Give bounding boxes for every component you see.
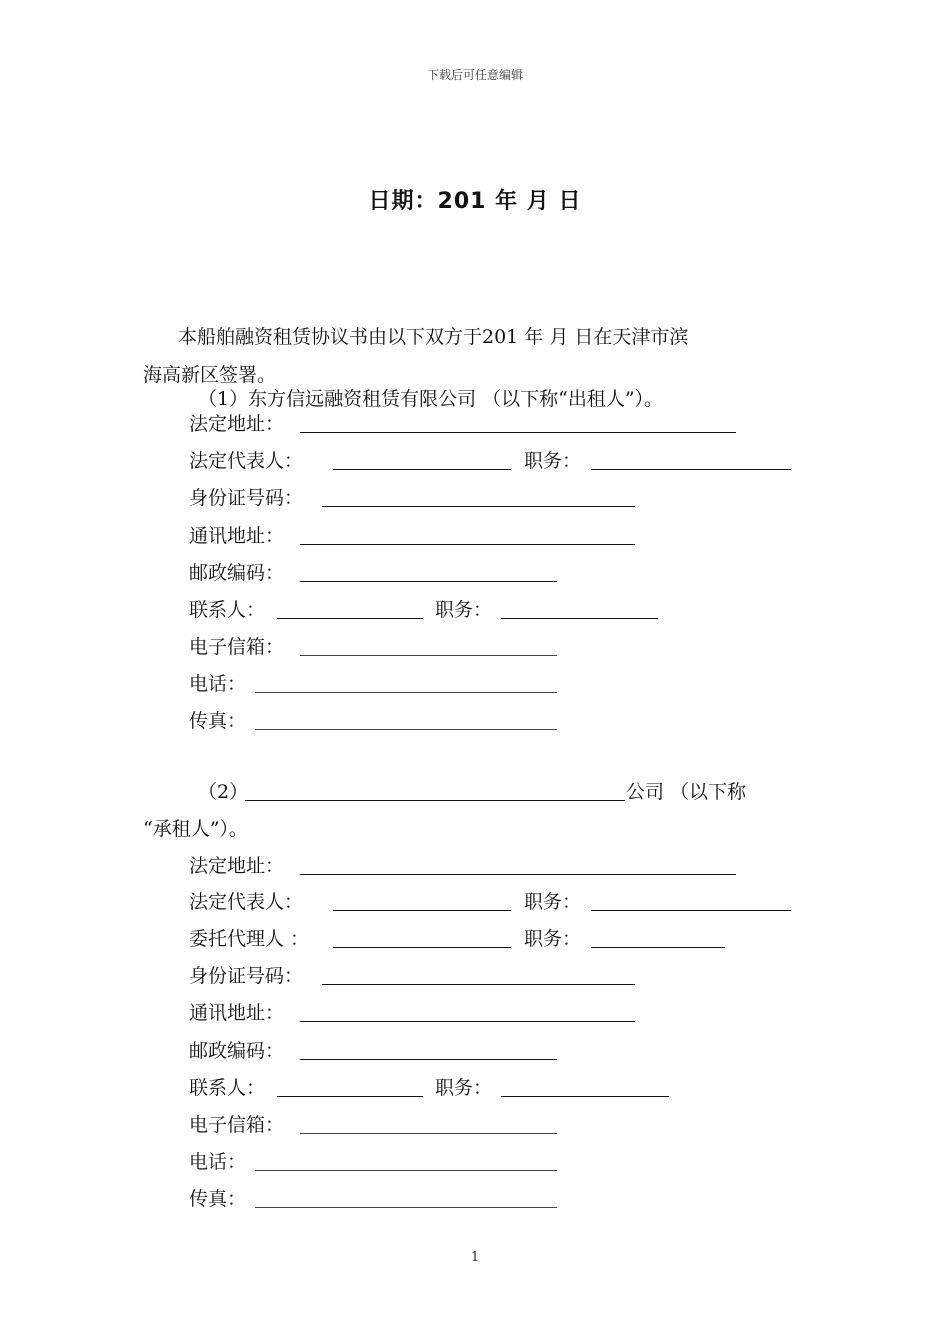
p1-mail-address-line[interactable]: [300, 544, 635, 545]
p2-postcode-label: 邮政编码：: [189, 1040, 285, 1062]
p1-contact-line[interactable]: [277, 618, 423, 619]
p1-id-number-line[interactable]: [322, 506, 635, 507]
p2-id-number-line[interactable]: [322, 984, 635, 985]
p1-email-line[interactable]: [300, 655, 557, 656]
p2-fax-label: 传真：: [189, 1188, 247, 1210]
p2-legal-address-line[interactable]: [300, 874, 736, 875]
p1-email-label: 电子信箱：: [189, 636, 285, 658]
p1-id-number-label: 身份证号码：: [189, 487, 304, 509]
p2-id-number-label: 身份证号码：: [189, 965, 304, 987]
p1-legal-rep-label: 法定代表人：: [189, 450, 304, 472]
p2-legal-rep-label: 法定代表人：: [189, 891, 304, 913]
p2-agent-position-line[interactable]: [591, 947, 725, 948]
p2-email-line[interactable]: [300, 1133, 557, 1134]
p1-phone-line[interactable]: [255, 692, 557, 693]
p1-position-label: 职务：: [524, 450, 582, 472]
p2-agent-position-label: 职务：: [524, 928, 582, 950]
date-title: 日期：201 年 月 日: [368, 189, 582, 214]
p1-contact-position-line[interactable]: [501, 618, 658, 619]
p2-contact-position-line[interactable]: [501, 1096, 669, 1097]
p2-phone-label: 电话：: [189, 1151, 247, 1173]
intro-line-1: 本船舶融资租赁协议书由以下双方于201 年 月 日在天津市滨: [178, 326, 689, 348]
p1-fax-label: 传真：: [189, 710, 247, 732]
p1-legal-address-label: 法定地址：: [189, 413, 285, 435]
p2-email-label: 电子信箱：: [189, 1114, 285, 1136]
p2-agent-line[interactable]: [333, 947, 511, 948]
p1-postcode-line[interactable]: [300, 581, 557, 582]
p2-legal-address-label: 法定地址：: [189, 855, 285, 877]
p1-contact-label: 联系人：: [189, 599, 266, 621]
p1-postcode-label: 邮政编码：: [189, 562, 285, 584]
p2-phone-line[interactable]: [255, 1170, 557, 1171]
p2-company-name-line[interactable]: [245, 800, 625, 801]
p1-contact-position-label: 职务：: [435, 599, 493, 621]
party-2-prefix: （2）: [198, 781, 249, 803]
party-1-heading: （1）东方信远融资租赁有限公司 （以下称“出租人”）。: [198, 388, 664, 410]
p2-fax-line[interactable]: [255, 1207, 557, 1208]
party-2-suffix: 公司 （以下称: [626, 781, 747, 803]
p2-position-label: 职务：: [524, 891, 582, 913]
header-note: 下载后可任意编辑: [426, 68, 523, 82]
p1-position-line[interactable]: [591, 469, 791, 470]
intro-line-2: 海高新区签署。: [143, 364, 277, 386]
p1-phone-label: 电话：: [189, 673, 247, 695]
party-2-line-2: “承租人”）。: [143, 818, 248, 840]
p2-mail-address-line[interactable]: [300, 1021, 635, 1022]
p2-contact-label: 联系人：: [189, 1077, 266, 1099]
p2-contact-position-label: 职务：: [435, 1077, 493, 1099]
p1-mail-address-label: 通讯地址：: [189, 525, 285, 547]
p2-postcode-line[interactable]: [300, 1059, 557, 1060]
p1-legal-rep-line[interactable]: [333, 469, 511, 470]
p2-position-line[interactable]: [591, 910, 791, 911]
p2-mail-address-label: 通讯地址：: [189, 1002, 285, 1024]
p1-fax-line[interactable]: [255, 729, 557, 730]
p2-legal-rep-line[interactable]: [333, 910, 511, 911]
page-number: 1: [470, 1250, 480, 1265]
p2-contact-line[interactable]: [277, 1096, 423, 1097]
p1-legal-address-line[interactable]: [300, 432, 736, 433]
p2-agent-label: 委托代理人 ：: [189, 928, 310, 950]
